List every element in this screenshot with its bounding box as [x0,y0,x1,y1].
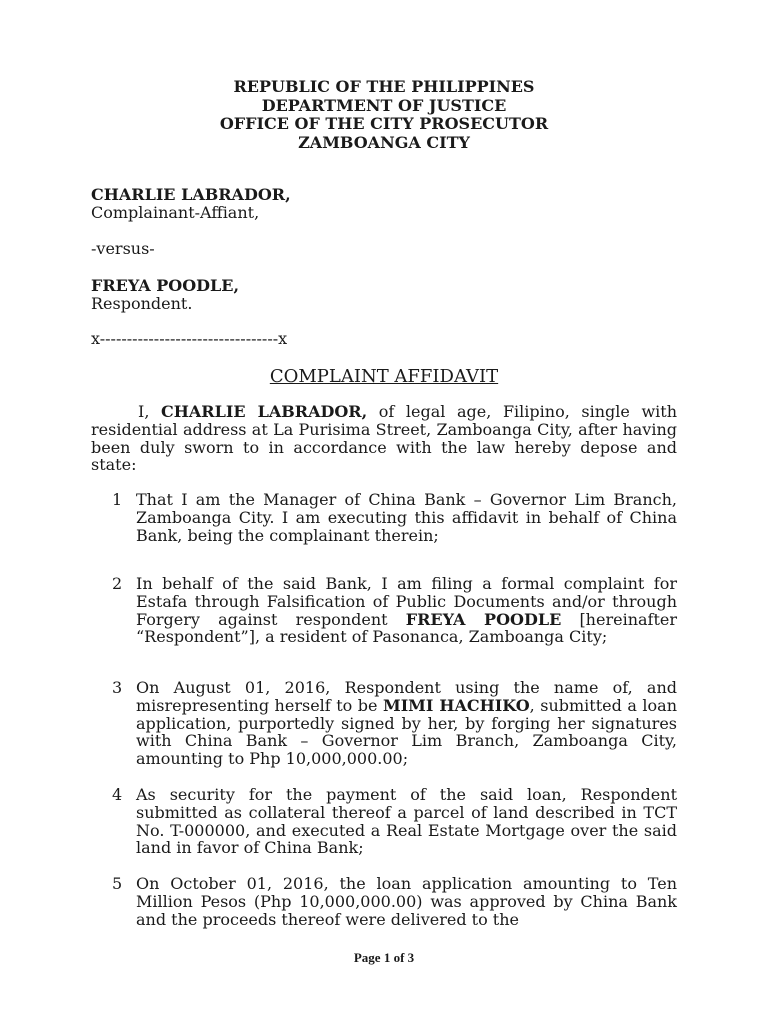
respondent-role: Respondent. [91,294,193,313]
intro-affiant-name: CHARLIE LABRADOR, [161,402,368,421]
numbered-paragraph [112,679,677,768]
header-republic: REPUBLIC OF THE PHILIPPINES [233,77,535,96]
complainant-block [91,186,291,222]
numbered-paragraph [112,491,677,544]
paragraph-text-post: [hereinafter “Respondent”], a resident of Pasonanca, Zamboanga City; [136,609,678,647]
intro-pre: I, [138,402,162,421]
versus-label: -versus- [91,239,155,258]
paragraph-text-pre: In behalf of the said Bank, I am filing a formal complaint for Estafa through Falsification of Public Documents and/or through Forgery against respondent [136,574,677,629]
paragraph-text [136,575,677,646]
numbered-paragraph [112,575,677,646]
footer-total-pages: 3 [407,950,415,965]
document-header [0,78,768,152]
complainant-role: Complainant-Affiant, [91,203,260,222]
page-footer [0,950,768,966]
header-office: OFFICE OF THE CITY PROSECUTOR [219,114,549,133]
intro-post: of legal age, Filipino, single with residential address at La Purisima Street, Zamboanga City, after having been duly sworn to in accordance with the law hereby depose and state: [91,402,677,475]
paragraph-number: 4 [112,785,123,804]
numbered-paragraph [112,786,677,857]
header-department: DEPARTMENT OF JUSTICE [261,95,507,115]
paragraph-text-post: , submitted a loan application, purportedly signed by her, by forging her signatures with China Bank – Governor Lim Branch, Zamboanga City, amounting to Php 10,000,000.00; [136,695,678,769]
alias-name-bold: MIMI HACHIKO [382,695,530,715]
paragraph-text: That I am the Manager of China Bank – Governor Lim Branch, Zamboanga City. I am executing this affidavit in behalf of China Bank, being the complainant therein; [136,490,677,545]
paragraph-number: 5 [112,874,123,893]
footer-of-word: of [390,950,408,965]
paragraph-number: 3 [112,678,123,697]
respondent-name-bold: FREYA POODLE [405,609,562,629]
paragraph-text: On October 01, 2016, the loan application amounting to Ten Million Pesos (Php 10,000,000.00) was approved by China Bank and the proceeds thereof were delivered to the [136,874,677,929]
respondent-block [91,277,239,313]
header-city: ZAMBOANGA CITY [298,132,470,152]
intro-paragraph [91,403,677,474]
footer-current-page: 1 [383,950,391,965]
document-title: COMPLAINT AFFIDAVIT [269,366,499,387]
paragraph-number: 1 [112,490,123,509]
caption-separator: x---------------------------------x [91,329,288,348]
numbered-paragraph [112,875,677,928]
paragraph-text [136,679,677,768]
footer-page-word: Page [353,950,384,965]
respondent-name: FREYA POODLE, [91,276,240,295]
paragraph-text: As security for the payment of the said loan, Respondent submitted as collateral thereof a parcel of land described in TCT No. T-000000, and executed a Real Estate Mortgage over the said land in favor of China Bank; [136,785,677,858]
complainant-name: CHARLIE LABRADOR, [91,185,291,204]
paragraph-number: 2 [112,574,123,593]
paragraph-text-pre: On August 01, 2016, Respondent using the name of, and misrepresenting herself to be [136,678,677,715]
